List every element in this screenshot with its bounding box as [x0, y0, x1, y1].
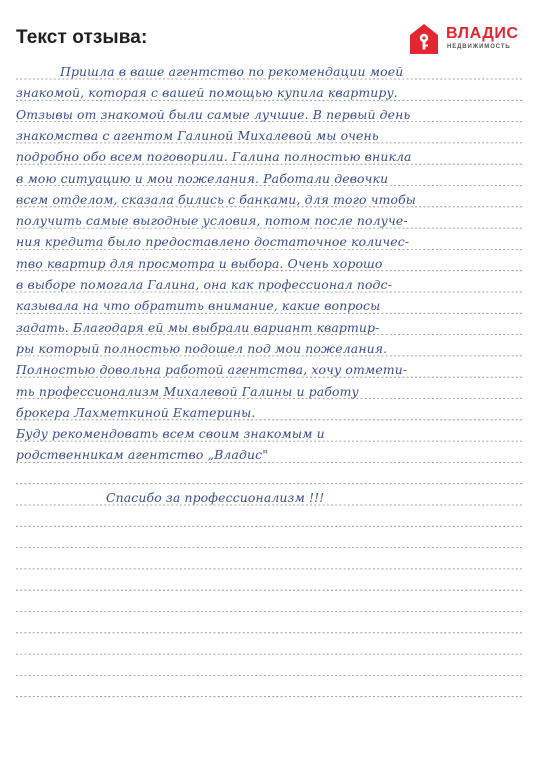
review-line: ры который полностью подошел под мои пожелания.	[16, 340, 388, 356]
review-line: получить самые выгодные условия, потом после получе-	[16, 213, 408, 229]
house-key-icon	[409, 23, 439, 55]
review-line: знакомства с агентом Галиной Михалевой мы очень	[16, 127, 379, 143]
review-line: Спасибо за профессионализм !!!	[106, 490, 325, 505]
handwritten-review-sheet	[16, 58, 524, 698]
review-line: Буду рекомендовать всем своим знакомым и	[16, 426, 325, 442]
review-line: ния кредита было предоставлено достаточное количес-	[16, 234, 410, 250]
review-line: в мою ситуацию и мои пожелания. Работали девочки	[16, 170, 389, 186]
review-line: задать. Благодаря ей мы выбрали вариант квартир-	[16, 319, 380, 335]
review-heading: Текст отзыва:	[16, 27, 148, 48]
review-line: брокера Лахметкиной Екатерины.	[16, 404, 256, 420]
review-line: тво квартир для просмотра и выбора. Очень хорошо	[16, 255, 383, 271]
brand-name: ВЛАДИС	[446, 25, 519, 42]
review-line: знакомой, которая с вашей помощью купила квартиру.	[16, 85, 398, 101]
review-line: казывала на что обратить внимание, какие вопросы	[16, 298, 381, 314]
review-line: ть профессионализм Михалевой Галины и работу	[16, 383, 359, 399]
review-line: Полностью довольна работой агентства, хочу отмети-	[16, 362, 408, 378]
review-line: Пришла в ваше агентство по рекомендации моей	[60, 64, 404, 79]
review-line: всем отделом, сказала бились с банками, для того чтобы	[16, 191, 417, 207]
brand-tagline: НЕДВИЖИМОСТЬ	[447, 44, 511, 50]
review-line: подробно обо всем поговорили. Галина полностью вникла	[16, 149, 412, 165]
brand-logo	[409, 23, 531, 57]
review-line: Отзывы от знакомой были самые лучшие. В первый день	[16, 106, 411, 122]
review-line: родственникам агентство „Владис"	[16, 447, 269, 463]
review-line: в выборе помогала Галина, она как профессионал подс-	[16, 277, 392, 292]
